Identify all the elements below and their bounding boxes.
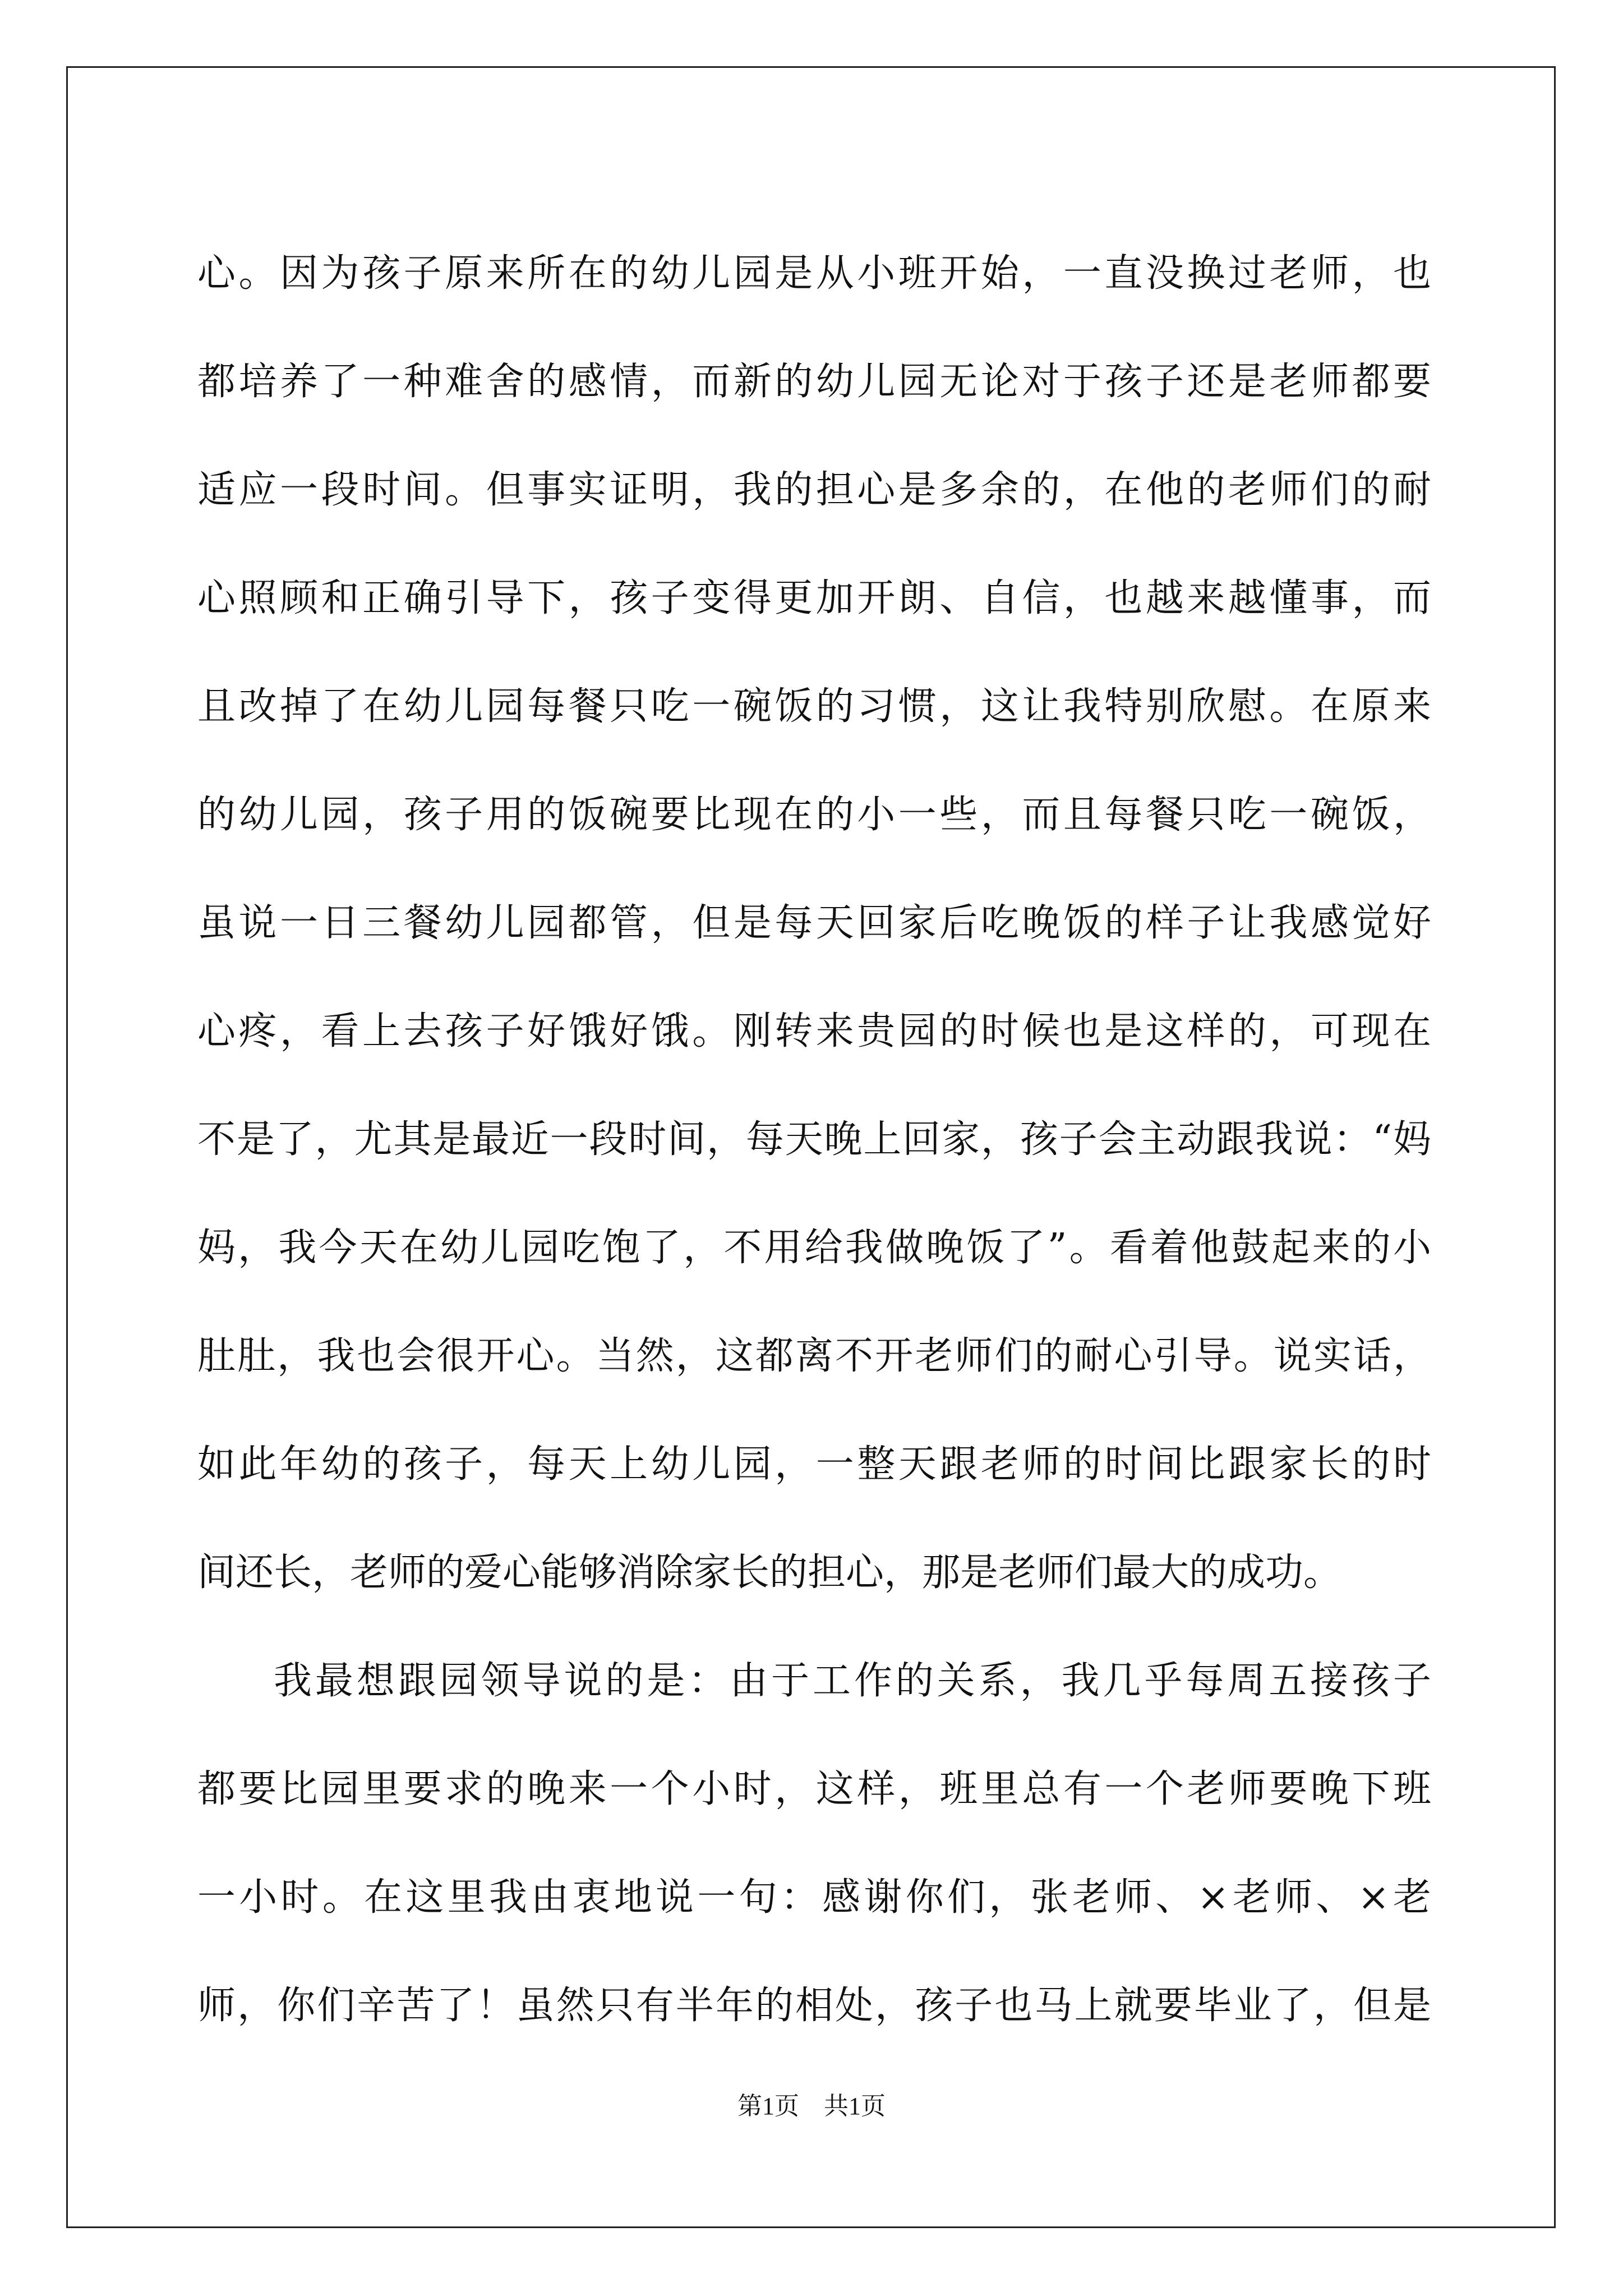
paragraph-first-line: 我最想跟园领导说的是：由于工作的关系，我几乎每周五接孩子 <box>274 1659 1431 1703</box>
text-line: 都培养了一种难舍的感情，而新的幼儿园无论对于孩子还是老师都要 <box>197 360 1431 404</box>
paragraph-last-line: 间还长，老师的爱心能够消除家长的担心，那是老师们最大的成功。 <box>197 1550 1342 1595</box>
text-line: 虽说一日三餐幼儿园都管，但是每天回家后吃晚饭的样子让我感觉好 <box>197 901 1431 945</box>
text-line: 的幼儿园，孩子用的饭碗要比现在的小一些，而且每餐只吃一碗饭， <box>197 793 1431 837</box>
text-line: 适应一段时间。但事实证明，我的担心是多余的，在他的老师们的耐 <box>197 468 1431 512</box>
page-footer: 第1页 共1页 <box>737 2092 886 2120</box>
text-line: 如此年幼的孩子，每天上幼儿园，一整天跟老师的时间比跟家长的时 <box>197 1442 1431 1487</box>
text-line: 都要比园里要求的晚来一个小时，这样，班里总有一个老师要晚下班 <box>197 1767 1431 1811</box>
text-line: 心疼，看上去孩子好饿好饿。刚转来贵园的时候也是这样的，可现在 <box>197 1009 1431 1053</box>
document-body <box>197 216 1431 2056</box>
text-line: 妈，我今天在幼儿园吃饱了，不用给我做晚饭了”。看着他鼓起来的小 <box>197 1226 1431 1270</box>
text-line: 一小时。在这里我由衷地说一句：感谢你们，张老师、×老师、×老 <box>197 1875 1431 1920</box>
text-line: 心。因为孩子原来所在的幼儿园是从小班开始，一直没换过老师，也 <box>197 251 1431 296</box>
text-line: 师，你们辛苦了！虽然只有半年的相处，孩子也马上就要毕业了，但是 <box>197 1984 1431 2028</box>
text-line: 心照顾和正确引导下，孩子变得更加开朗、自信，也越来越懂事，而 <box>197 576 1431 620</box>
text-line: 且改掉了在幼儿园每餐只吃一碗饭的习惯，这让我特别欣慰。在原来 <box>197 684 1431 729</box>
text-line: 不是了，尤其是最近一段时间，每天晚上回家，孩子会主动跟我说：“妈 <box>197 1117 1431 1162</box>
text-line: 肚肚，我也会很开心。当然，这都离不开老师们的耐心引导。说实话， <box>197 1334 1431 1378</box>
